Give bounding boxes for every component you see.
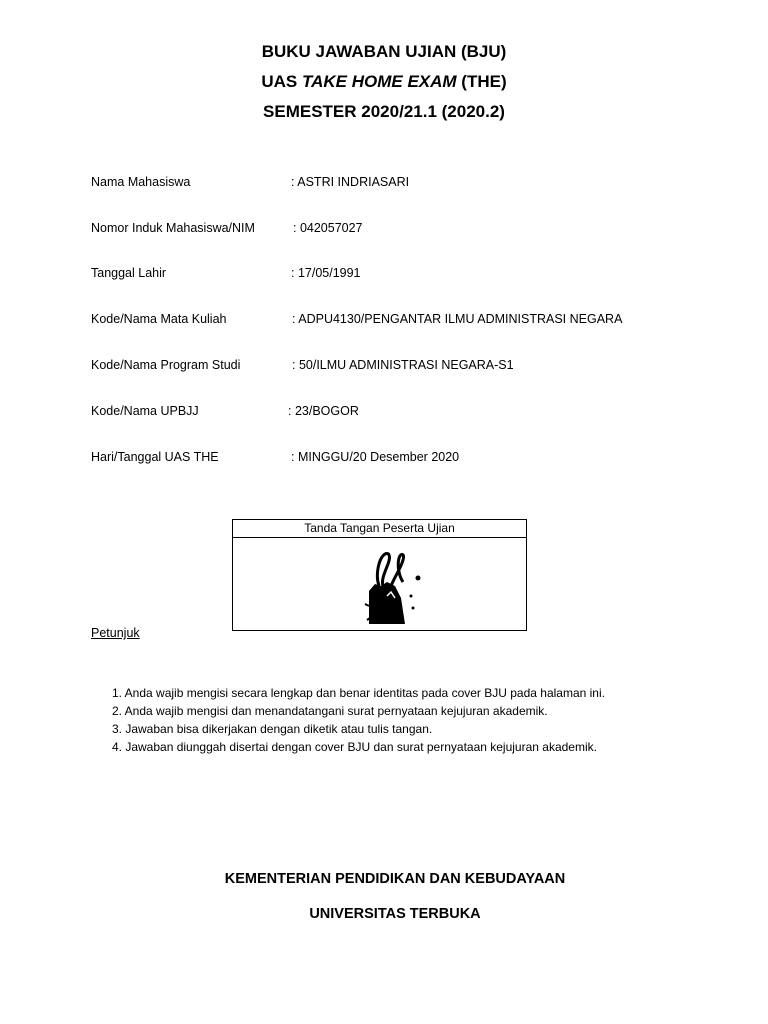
subtitle-suffix: (THE) — [456, 72, 507, 91]
field-value: : 50/ILMU ADMINISTRASI NEGARA-S1 — [292, 358, 514, 372]
field-value: : ADPU4130/PENGANTAR ILMU ADMINISTRASI NEGARA — [292, 312, 623, 326]
field-value: : ASTRI INDRIASARI — [291, 175, 410, 189]
field-label: Hari/Tanggal UAS THE — [91, 450, 219, 464]
field-label: Tanggal Lahir — [91, 266, 167, 280]
instruction-item: 2. Anda wajib mengisi dan menandatangani surat pernyataan kejujuran akademik. — [112, 704, 548, 718]
subtitle-prefix: UAS — [261, 72, 302, 91]
instruction-item: 3. Jawaban bisa dikerjakan dengan diketik atau tulis tangan. — [112, 722, 433, 736]
ministry-name: KEMENTERIAN PENDIDIKAN DAN KEBUDAYAAN — [224, 871, 566, 887]
field-label: Kode/Nama UPBJJ — [91, 404, 199, 418]
field-label: Nama Mahasiswa — [91, 175, 191, 189]
doc-semester: SEMESTER 2020/21.1 (2020.2) — [263, 102, 505, 121]
signature-image — [361, 546, 431, 626]
doc-subtitle — [0, 72, 768, 92]
field-value: : MINGGU/20 Desember 2020 — [291, 450, 460, 464]
instruction-item: 1. Anda wajib mengisi secara lengkap dan benar identitas pada cover BJU pada halaman ini. — [112, 686, 605, 700]
field-label: Nomor Induk Mahasiswa/NIM — [91, 221, 255, 235]
field-label: Kode/Nama Mata Kuliah — [91, 312, 227, 326]
university-name: UNIVERSITAS TERBUKA — [309, 906, 481, 922]
signature-box-title: Tanda Tangan Peserta Ujian — [233, 520, 526, 538]
field-label: Kode/Nama Program Studi — [91, 358, 241, 372]
instruction-item: 4. Jawaban diunggah disertai dengan cover BJU dan surat pernyataan kejujuran akademik. — [112, 740, 597, 754]
signature-box — [232, 519, 527, 631]
field-value: : 17/05/1991 — [291, 266, 361, 280]
instructions-heading: Petunjuk — [91, 626, 140, 640]
doc-title: BUKU JAWABAN UJIAN (BJU) — [261, 42, 507, 61]
field-value: : 042057027 — [293, 221, 363, 235]
subtitle-italic: TAKE HOME EXAM — [302, 72, 457, 91]
field-value: : 23/BOGOR — [288, 404, 359, 418]
